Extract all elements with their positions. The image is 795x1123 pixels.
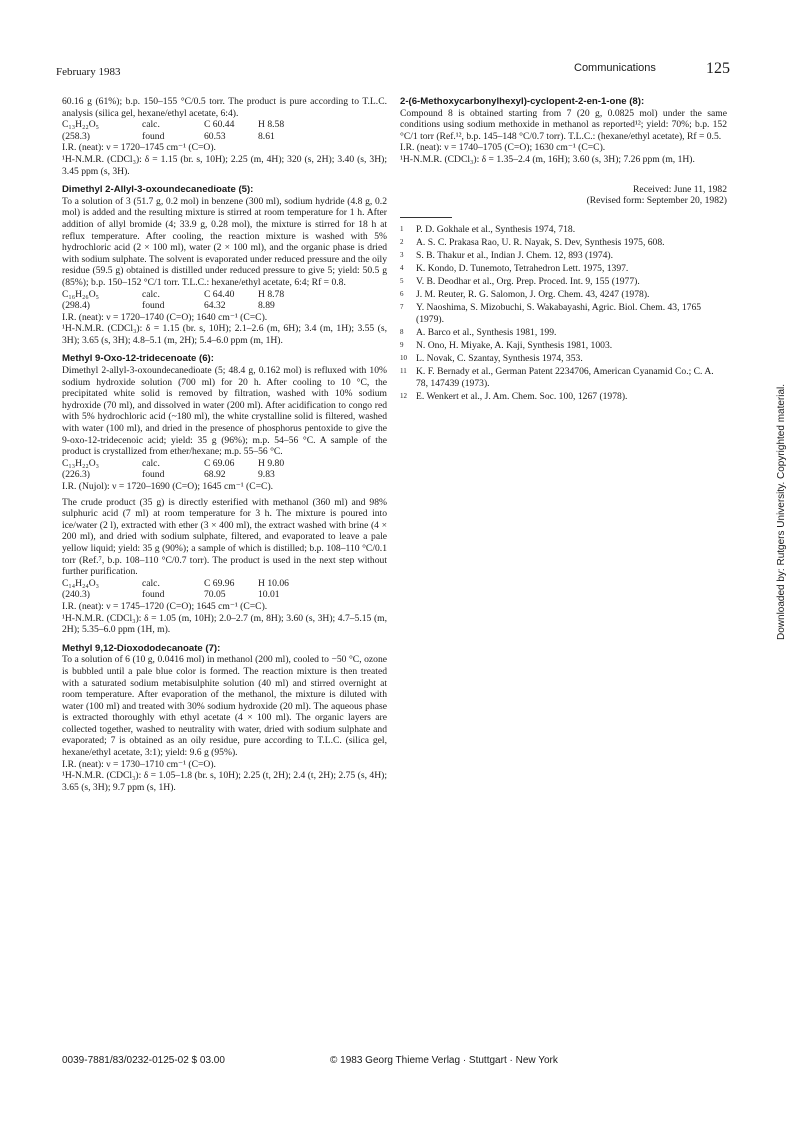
ir-data: I.R. (neat): ν = 1745–1720 (C=O); 1645 cm⁻¹ (C=C).: [62, 600, 268, 612]
reference-text: L. Novak, C. Szantay, Synthesis 1974, 353.: [416, 353, 583, 365]
reference-text: J. M. Reuter, R. G. Salomon, J. Org. Chem. 43, 4247 (1978).: [416, 289, 650, 301]
reference-text: Y. Naoshima, S. Mizobuchi, S. Wakabayashi, Agric. Biol. Chem. 43, 1765 (1979).: [416, 302, 702, 325]
reference-text: V. B. Deodhar et al., Org. Prep. Proced. Int. 9, 155 (1977).: [416, 276, 640, 288]
paragraph: 60.16 g (61%); b.p. 150–155 °C/0.5 torr. The product is pure according to T.L.C. analysis (silica gel, hexane/ethyl acetate, 6:4).: [62, 96, 387, 119]
reference-text: K. F. Bernady et al., German Patent 2234706, American Cyanamid Co.; C. A. 78, 147439 (1973).: [416, 366, 714, 389]
paragraph: Compound 8 is obtained starting from 7 (20 g, 0.0825 mol) under the same conditions using sodium methoxide in methanol as reported¹²; yield: 70%; b.p. 152 °C/1 torr (Ref.¹², b.p. 145–148 °C/0.7 torr). T.L.C.: (hexane/ethyl acetate), Rf = 0.5.: [400, 107, 727, 142]
reference-number: 7: [400, 303, 404, 312]
download-watermark: Downloaded by: Rutgers University. Copyrighted material.: [776, 383, 787, 640]
compound-heading: Dimethyl 2-Allyl-3-oxoundecanedioate (5):: [62, 184, 254, 196]
reference-text: P. D. Gokhale et al., Synthesis 1974, 718.: [416, 223, 576, 235]
reference-item: [400, 302, 727, 325]
reference-text: S. B. Thakur et al., Indian J. Chem. 12, 893 (1974).: [416, 249, 614, 261]
page-number: 125: [706, 60, 730, 77]
received-date: Received: June 11, 1982: [633, 183, 727, 195]
anal-cell: calc.: [142, 288, 160, 300]
anal-cell: calc.: [142, 457, 160, 469]
reference-divider: [400, 217, 452, 218]
anal-cell: 70.05: [204, 589, 226, 601]
reference-item: [400, 353, 727, 365]
paragraph: To a solution of 6 (10 g, 0.0416 mol) in methanol (200 ml), cooled to −50 °C, ozone is bubbled until a pale blue color is formed. The reaction mixture is then treated with a saturated sodium metabisulphite solution (40 ml) and stirred overnight at room temperature. After evaporation of the methanol, the mixture is diluted with water (100 ml) and treated with 30% sodium hydroxide (20 ml). The aqueous phase is extracted thoroughly with ethyl acetate (4 × 100 ml). The organic layers are collected together, washed to neutrality with water, dried with sodium sulphate and evaporated; 7 is obtained as an oily residue, pure according to T.L.C. (silica gel, hexane/ethyl acetate, 3:1); yield: 9.6 g (95%).: [62, 654, 387, 759]
anal-cell: C₁₃H₂₂O₅: [62, 119, 99, 131]
reference-number: 1: [400, 224, 404, 233]
anal-cell: found: [142, 469, 165, 481]
elemental-analysis: [62, 289, 387, 312]
reference-text: A. Barco et al., Synthesis 1981, 199.: [416, 327, 557, 338]
reference-item: [400, 237, 727, 249]
nmr-data: ¹H-N.M.R. (CDCl₃): δ = 1.05 (m, 10H); 2.0–2.7 (m, 8H); 3.60 (s, 3H); 4.7–5.15 (m, 2H); 5.35–6.0 ppm (1H, m).: [62, 612, 387, 636]
anal-cell: C₁₃H₂₂O₃: [62, 457, 99, 469]
reference-list: [400, 224, 727, 403]
compound-heading: Methyl 9,12-Dioxododecanoate (7):: [62, 642, 221, 654]
revised-date: (Revised form: September 20, 1982): [586, 195, 727, 207]
ir-data: I.R. (Nujol): ν = 1720–1690 (C=O); 1645 cm⁻¹ (C=C).: [62, 481, 274, 492]
left-column: [62, 96, 387, 793]
reference-item: [400, 263, 727, 275]
anal-cell: H 8.58: [258, 119, 285, 131]
reference-number: 8: [400, 328, 404, 336]
nmr-data: ¹H-N.M.R. (CDCl₃): δ = 1.05–1.8 (br. s, 10H); 2.25 (t, 2H); 2.4 (t, 2H); 2.75 (s, 4H); 3.65 (s, 3H); 9.7 ppm (s, 1H).: [62, 770, 387, 793]
anal-cell: (298.4): [62, 300, 90, 312]
elemental-analysis: [62, 578, 387, 601]
anal-cell: 68.92: [204, 469, 226, 481]
running-header-date: February 1983: [56, 66, 121, 78]
ir-data: I.R. (neat): ν = 1720–1745 cm⁻¹ (C=O).: [62, 142, 216, 154]
compound-heading: 2-(6-Methoxycarbonylhexyl)-cyclopent-2-en-1-one (8):: [400, 96, 645, 107]
reference-number: 9: [400, 341, 404, 350]
anal-cell: found: [142, 130, 165, 142]
reference-text: K. Kondo, D. Tunemoto, Tetrahedron Lett. 1975, 1397.: [416, 263, 629, 275]
anal-cell: 10.01: [258, 589, 280, 601]
nmr-data: ¹H-N.M.R. (CDCl₃): δ = 1.15 (br. s, 10H); 2.1–2.6 (m, 6H); 3.4 (m, 1H); 3.55 (s, 3H); 3.65 (s, 3H); 4.8–5.1 (m, 2H); 5.4–6.0 ppm (m, 1H).: [62, 323, 387, 346]
anal-cell: C 64.40: [204, 288, 235, 300]
anal-cell: 60.53: [204, 130, 226, 142]
anal-cell: H 9.80: [258, 457, 285, 469]
reference-item: [400, 327, 727, 339]
reference-item: [400, 340, 727, 352]
reference-number: 4: [400, 264, 404, 273]
anal-cell: (258.3): [62, 130, 90, 142]
anal-cell: C₁₄H₂₄O₃: [62, 577, 99, 589]
paragraph: The crude product (35 g) is directly esterified with methanol (360 ml) and 98% sulphuric acid (7 ml) at room temperature for 3 h. The mixture is poured into ice/water (2 l), extracted with ether (3 × 400 ml), the extract washed with brine (4 × 200 ml), and dried with sodium sulphate, filtered, and evaporated to leave a pale yellow liquid; yield: 35 g (90%); a sample of which is distilled; b.p. 108–110 °C/0.1 torr (Ref.⁷, b.p. 108–110 °C/0.7 torr). The product is used in the next step without further purification.: [62, 496, 387, 578]
anal-cell: C 60.44: [204, 119, 235, 131]
reference-text: N. Ono, H. Miyake, A. Kaji, Synthesis 1981, 1003.: [416, 340, 613, 352]
reference-number: 5: [400, 277, 404, 286]
anal-cell: 64.32: [204, 300, 226, 312]
ir-data: I.R. (neat): ν = 1740–1705 (C=O); 1630 cm⁻¹ (C=C).: [400, 142, 606, 154]
footer-copyright: © 1983 Georg Thieme Verlag · Stuttgart · New York: [330, 1055, 558, 1066]
anal-cell: C 69.96: [204, 577, 235, 589]
reference-number: 12: [400, 391, 407, 400]
reference-item: [400, 391, 727, 403]
reference-number: 6: [400, 290, 404, 299]
reference-item: [400, 224, 727, 236]
anal-cell: calc.: [142, 577, 160, 589]
reference-number: 2: [400, 237, 404, 246]
reference-number: 10: [400, 354, 407, 363]
nmr-data: ¹H-N.M.R. (CDCl₃): δ = 1.35–2.4 (m, 16H); 3.60 (s, 3H); 7.26 ppm (m, 1H).: [400, 153, 695, 165]
reference-item: [400, 250, 727, 262]
footer-code: 0039-7881/83/0232-0125-02 $ 03.00: [62, 1055, 225, 1066]
anal-cell: C 69.06: [204, 457, 235, 469]
anal-cell: 9.83: [258, 469, 275, 481]
reference-item: [400, 366, 727, 389]
anal-cell: 8.61: [258, 130, 275, 142]
anal-cell: (226.3): [62, 469, 90, 481]
ir-data: I.R. (neat): ν = 1730–1710 cm⁻¹ (C=O).: [62, 758, 216, 770]
paragraph: To a solution of 3 (51.7 g, 0.2 mol) in benzene (300 ml), sodium hydride (4.8 g, 0.2 mol) is added and the resulting mixture is stirred at room temperature for 1 h. After addition of allyl bromide (4; 33.9 g, 0.28 mol), the mixture is stirred for 18 h at reflux temperature. After cooling, the reaction mixture is washed with 5% hydrochloric acid (2 × 100 ml), water (2 × 100 ml), and the organic phase is dried with sodium sulphate. The solvent is evaporated under reduced pressure and the oily residue (59.5 g) obtained is distilled under reduced pressure to give 5; yield: 50.5 g (85%); b.p. 150–152 °C/1 torr. T.L.C.: hexane/ethyl acetate, 6:4; Rf = 0.8.: [62, 195, 387, 288]
right-column: [400, 96, 727, 404]
anal-cell: found: [142, 300, 165, 312]
ir-data: I.R. (neat): ν = 1720–1740 (C=O); 1640 cm⁻¹ (C=C).: [62, 311, 268, 323]
paragraph: Dimethyl 2-allyl-3-oxoundecanedioate (5; 48.4 g, 0.162 mol) is refluxed with 10% sodium hydroxide solution (700 ml) for 20 h. After cooling to 10 °C, the precipitated white solid is removed by filtration, washed with 10% sodium hydroxide (70 ml), and dissolved in water (200 ml). After acidification to congo red with 5% hydrochloric acid (~180 ml), the white crystalline solid is filtered, washed with water (100 ml), and dried in the presence of phosphorus pentoxide to give the 9-oxo-12-tridecenoic acid; yield: 35 g (96%); m.p. 54–56 °C. A sample of the product is crystallized from ether/hexane; m.p. 55–56 °C.: [62, 365, 387, 458]
anal-cell: 8.89: [258, 300, 275, 312]
nmr-data: ¹H-N.M.R. (CDCl₃): δ = 1.15 (br. s, 10H); 2.25 (m, 4H); 320 (s, 2H); 3.40 (s, 3H); 3.45 ppm (s, 3H).: [62, 153, 387, 177]
anal-cell: H 10.06: [258, 577, 289, 589]
anal-cell: (240.3): [62, 589, 90, 601]
elemental-analysis: [62, 119, 387, 142]
anal-cell: H 8.78: [258, 288, 285, 300]
reference-text: A. S. C. Prakasa Rao, U. R. Nayak, S. Dev, Synthesis 1975, 608.: [416, 236, 665, 248]
anal-cell: C₁₆H₂₆O₅: [62, 288, 99, 300]
reference-text: E. Wenkert et al., J. Am. Chem. Soc. 100, 1267 (1978).: [416, 390, 628, 402]
reference-number: 11: [400, 367, 407, 376]
reference-number: 3: [400, 250, 404, 259]
compound-heading: Methyl 9-Oxo-12-tridecenoate (6):: [62, 353, 214, 365]
anal-cell: found: [142, 589, 165, 601]
reference-item: [400, 276, 727, 288]
running-header-section: Communications: [574, 62, 656, 74]
anal-cell: calc.: [142, 119, 160, 131]
elemental-analysis: [62, 458, 387, 481]
reference-item: [400, 289, 727, 301]
